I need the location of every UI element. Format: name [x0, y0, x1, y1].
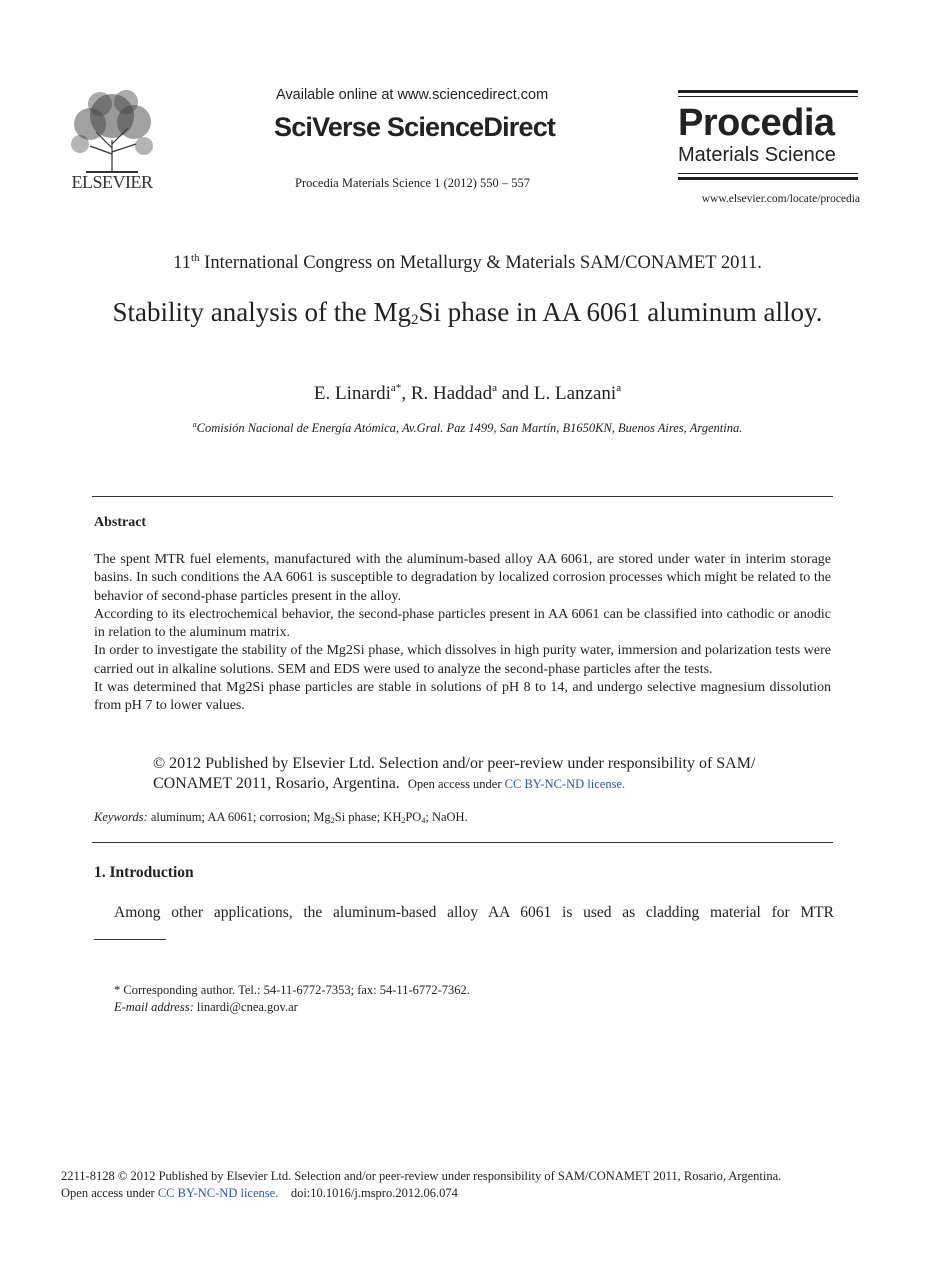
keywords-text: Si phase; KH — [334, 810, 402, 824]
procedia-subtitle: Materials Science — [678, 144, 836, 166]
divider — [92, 496, 833, 497]
abstract-paragraph: The spent MTR fuel elements, manufactured with the aluminum-based alloy AA 6061, are stored under water in interim storage basins. In such conditions the AA 6061 is susceptible to degradation by localized corrosion processes which might be related to the behavior of second-phase particles present in the alloy. — [94, 552, 831, 604]
license-link[interactable]: CC BY-NC-ND license. — [157, 1186, 279, 1200]
paper-title — [110, 296, 825, 337]
doi[interactable]: doi:10.1016/j.mspro.2012.06.074 — [290, 1186, 458, 1200]
author — [534, 383, 621, 404]
author — [411, 383, 534, 404]
page-footer — [61, 1168, 781, 1202]
author-sup: a* — [390, 382, 402, 394]
logo-rule — [678, 90, 858, 93]
congress-name: International Congress on Metallurgy & Materials SAM/CONAMET 2011. — [199, 253, 762, 273]
footnote — [114, 982, 470, 1016]
keywords-sub: 2 — [401, 816, 406, 825]
available-online: Available online at www.sciencedirect.com — [276, 87, 549, 103]
affiliation-text: Comisión Nacional de Energía Atómica, Av.Gral. Paz 1499, San Martín, B1650KN, Buenos Aires, Argentina. — [196, 421, 743, 435]
logo-rule — [678, 177, 858, 180]
author-name: E. Linardi — [313, 383, 391, 404]
email-address[interactable]: linardi@cnea.gov.ar — [193, 1000, 298, 1014]
author-sup: a — [616, 382, 622, 394]
abstract-paragraph: According to its electrochemical behavior, the second-phase particles present in AA 6061 can be classified into cathodic or anodic in relation to the aluminum matrix. — [94, 606, 831, 641]
abstract-body — [94, 551, 831, 716]
keywords-text: aluminum; AA 6061; corrosion; Mg — [147, 810, 331, 824]
affiliation — [0, 420, 935, 436]
copyright-notice — [153, 754, 793, 794]
open-access-label: Open access under — [407, 777, 505, 791]
keywords-sub: 2 — [330, 816, 335, 825]
title-text: Stability analysis of the Mg — [112, 297, 411, 327]
sciverse-logo: SciVerse ScienceDirect — [274, 112, 556, 142]
abstract-paragraph: It was determined that Mg2Si phase particles are stable in solutions of pH 8 to 14, and undergo selective magnesium dissolution from pH 7 to lower values. — [94, 680, 831, 714]
author-name: L. Lanzani — [533, 383, 617, 404]
affiliation-sup: a — [192, 420, 197, 429]
procedia-logo — [678, 90, 858, 180]
footer-copyright: 2211-8128 © 2012 Published by Elsevier Ltd. Selection and/or peer-review under responsibility of SAM/CONAMET 2011, Rosario, Argentina. — [61, 1169, 782, 1183]
open-access-label: Open access under — [61, 1186, 158, 1200]
author — [314, 383, 411, 404]
author-sup: a — [492, 382, 497, 394]
logo-rule — [678, 96, 858, 97]
keywords-text: PO — [405, 810, 422, 824]
procedia-url[interactable]: www.elsevier.com/locate/procedia — [701, 193, 860, 205]
keywords-sub: 4 — [421, 816, 426, 825]
journal-reference: Procedia Materials Science 1 (2012) 550 – 557 — [295, 176, 531, 190]
section-heading: 1. Introduction — [94, 864, 194, 881]
author-name: R. Haddad — [410, 383, 493, 404]
author-sep: , — [401, 383, 411, 404]
footer-license-line — [61, 1185, 781, 1202]
elsevier-wordmark: ELSEVIER — [71, 172, 153, 192]
divider — [92, 842, 833, 843]
abstract-paragraph: In order to investigate the stability of the Mg2Si phase, which dissolves in high purity water, immersion and polarization tests were carried out in alkaline solutions. SEM and EDS were used to analyze the second-phase particles after the tests. — [94, 643, 831, 677]
keywords-label: Keywords: — [94, 810, 148, 824]
congress-number: 11 — [173, 253, 191, 273]
intro-text: Among other applications, the aluminum-based alloy AA 6061 is used as cladding material for MTR — [114, 904, 834, 921]
logo-rule — [678, 173, 858, 174]
abstract-heading: Abstract — [94, 515, 147, 530]
footnote-rule — [94, 939, 166, 940]
congress-line — [0, 252, 935, 274]
title-subscript: 2 — [410, 312, 419, 328]
author-list — [0, 382, 935, 405]
email-label: E-mail address: — [114, 1000, 194, 1014]
license-link[interactable]: CC BY-NC-ND license. — [504, 777, 626, 791]
copyright-text: © 2012 Published by Elsevier Ltd. Selection and/or peer-review under responsibility of SAM/ CONAMET 2011, Rosario, Argentina. — [153, 755, 756, 792]
title-text: Si phase in AA 6061 aluminum alloy. — [418, 297, 823, 327]
keywords — [94, 810, 468, 825]
keywords-text: ; NaOH. — [425, 810, 468, 824]
corresponding-author: * Corresponding author. Tel.: 54-11-6772-7353; fax: 54-11-6772-7362. — [114, 983, 470, 997]
congress-sup: th — [190, 252, 200, 264]
author-sep: and — [496, 383, 534, 404]
procedia-title: Procedia — [678, 102, 835, 144]
email-line — [114, 999, 470, 1016]
